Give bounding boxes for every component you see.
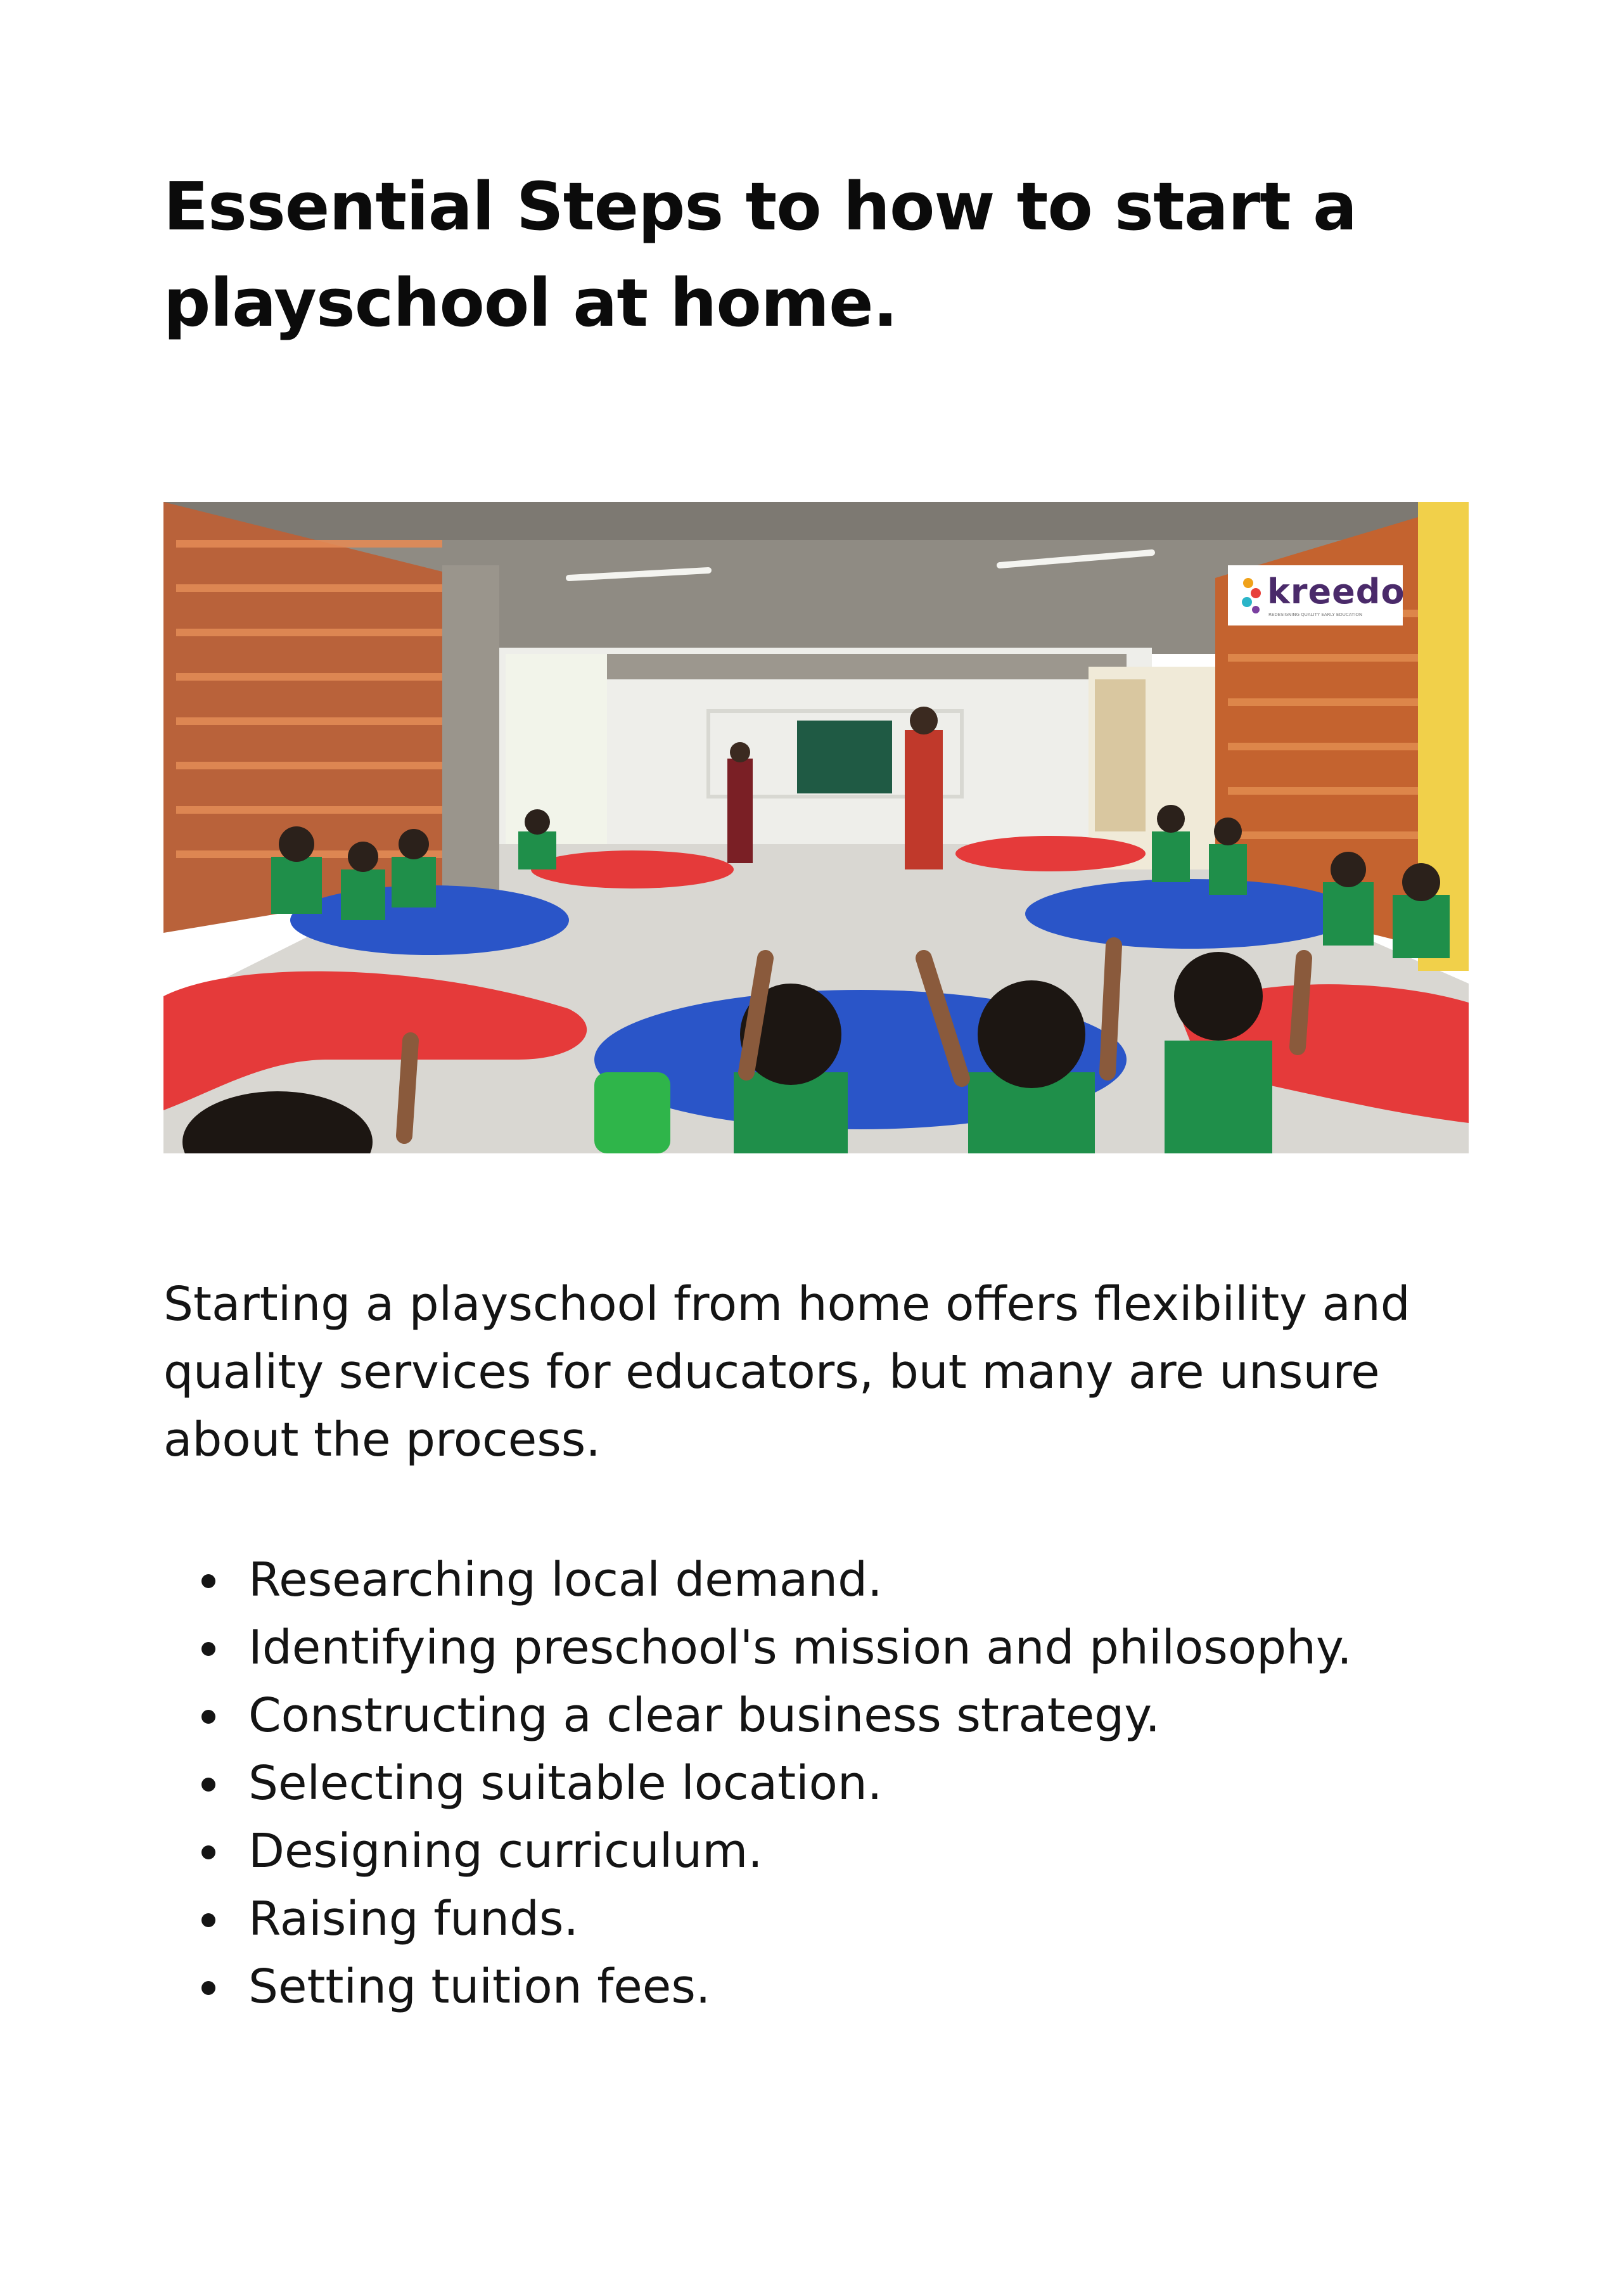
step-text: Constructing a clear business strategy. [248,1688,1160,1743]
list-item [163,1885,1481,1953]
step-text: Researching local demand. [248,1553,883,1607]
list-item [163,1682,1481,1750]
kreedo-wordmark: kreedo [1267,572,1405,612]
kreedo-logo [1228,565,1403,625]
list-item [163,1614,1481,1682]
step-text: Identifying preschool's mission and philosophy. [248,1620,1352,1675]
page-title [163,158,1494,351]
classroom-photo [163,502,1469,1153]
list-item [163,1818,1481,1885]
bullet-icon [201,1913,215,1927]
step-text: Setting tuition fees. [248,1959,711,2014]
page-title-line-2: playschool at home. [163,264,898,342]
step-text: Designing curriculum. [248,1824,763,1878]
bullet-icon [201,1710,215,1724]
kreedo-tagline: REDESIGNING QUALITY EARLY EDUCATION [1268,612,1363,617]
bullet-icon [201,1778,215,1792]
list-item [163,1750,1481,1818]
bullet-icon [201,1845,215,1859]
steps-list [163,1546,1481,2021]
step-text: Raising funds. [248,1892,579,1946]
list-item [163,1953,1481,2021]
bullet-icon [201,1574,215,1588]
intro-paragraph: Starting a playschool from home offers flexibility and quality services for educators, but many are unsure about the process. [163,1277,1410,1467]
list-item [163,1546,1481,1614]
bullet-icon [201,1981,215,1995]
bullet-icon [201,1642,215,1656]
page-title-line-1: Essential Steps to how to start a [163,168,1357,245]
step-text: Selecting suitable location. [248,1756,883,1811]
